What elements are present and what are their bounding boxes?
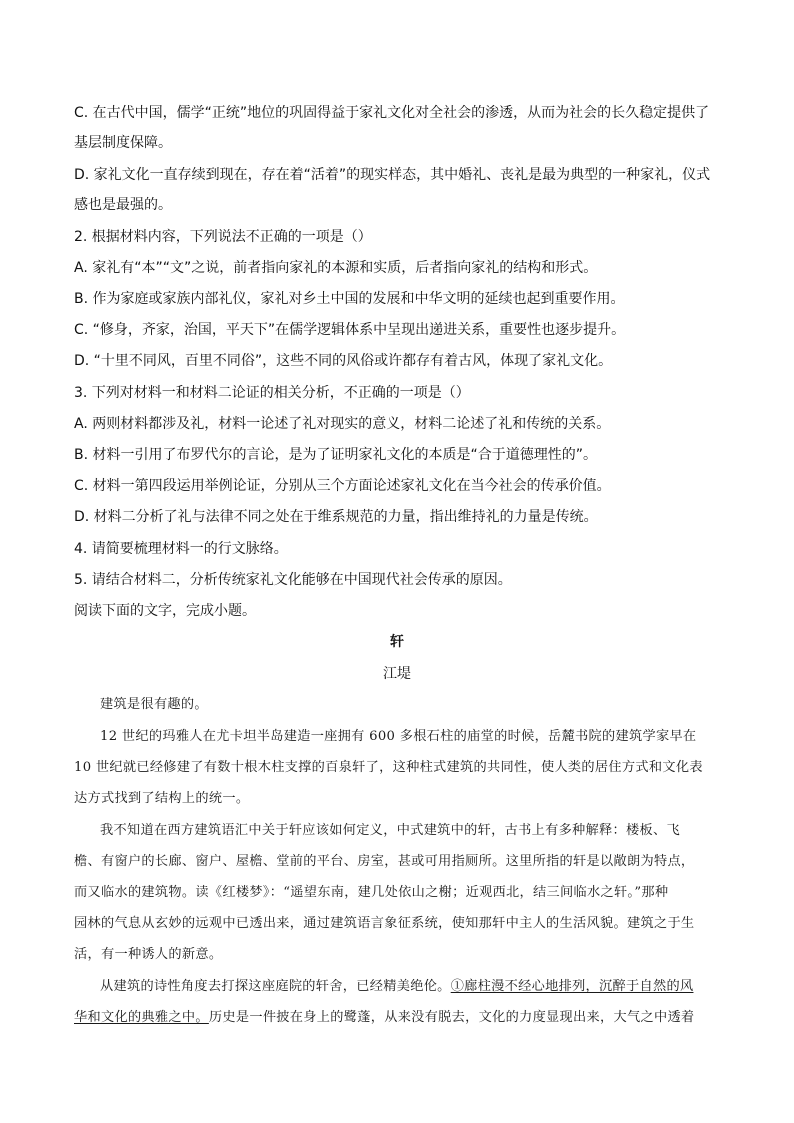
article-paragraph-3-line-3: 而又临水的建筑物。读《红楼梦》：“遥望东南，建几处依山之榭；近观西北，结三间临水之轩。”那种 [74,885,669,900]
option-d-line-2: 感也是最强的。 [74,197,172,213]
article-paragraph-3-line-5: 活，有一种诱人的新意。 [74,947,223,962]
question-3-option-a: A. 两则材料都涉及礼，材料一论述了礼对现实的意义，材料二论述了礼和传统的关系。 [74,416,611,432]
reading-prompt: 阅读下面的文字，完成小题。 [74,603,256,619]
paragraph-4-line-2-text: 历史是一件披在身上的鹭蓬，从来没有脱去，文化的力度显现出来，大气之中透着 [208,1010,695,1025]
article-paragraph-2-line-1: 12 世纪的玛雅人在尤卡坦半岛建造一座拥有 600 多根石柱的庙堂的时候，岳麓书院的建筑学家早在 [100,729,697,744]
article-paragraph-2-line-3: 达方式找到了结构上的统一。 [74,791,250,806]
question-4: 4. 请简要梳理材料一的行文脉络。 [74,541,288,557]
underlined-sentence-1-part-1: ①廊柱漫不经心地排列，沉醉于自然的风 [450,979,694,994]
question-3-option-c: C. 材料一第四段运用举例论证，分别从三个方面论述家礼文化在当今社会的传承价值。 [74,478,611,494]
question-2-option-a: A. 家礼有“本”“文”之说，前者指向家礼的本源和实质，后者指向家礼的结构和形式。 [74,260,598,276]
question-2-option-d: D. “十里不同风，百里不同俗”，这些不同的风俗或许都存有着古风，体现了家礼文化。 [74,353,613,369]
option-d-line-1: D. 家礼文化一直存续到现在，存在着“活着”的现实样态，其中婚礼、丧礼是最为典型的一种家礼，仪式 [74,167,711,183]
article-paragraph-3-line-4: 园林的气息从玄妙的远观中已透出来，通过建筑语言象征系统，使知那轩中主人的生活风貌。建筑之于生 [74,916,695,931]
article-title: 轩 [390,634,404,650]
option-c-line-1: C. 在古代中国，儒学“正统”地位的巩固得益于家礼文化对全社会的渗透，从而为社会的长久稳定提供了 [74,105,710,121]
article-paragraph-2-line-2: 10 世纪就已经修建了有数十根木柱支撑的百泉轩了，这种柱式建筑的共同性，使人类的居住方式和文化表 [74,760,703,775]
question-3-option-b: B. 材料一引用了布罗代尔的言论，是为了证明家礼文化的本质是“合于道德理性的”。 [74,447,598,463]
question-3-option-d: D. 材料二分析了礼与法律不同之处在于维系规范的力量，指出维持礼的力量是传统。 [74,509,598,525]
article-paragraph-4-line-1 [100,977,726,997]
paragraph-4-line-1-text: 从建筑的诗性角度去打探这座庭院的轩舍，已经精美绝伦。 [100,979,451,994]
question-2-option-b: B. 作为家庭或家族内部礼仪，家礼对乡土中国的发展和中华文明的延续也起到重要作用。 [74,291,625,307]
question-2-option-c: C. “修身，齐家，治国，平天下”在儒学逻辑体系中呈现出递进关系，重要性也逐步提升。 [74,322,626,338]
question-3: 3. 下列对材料一和材料二论证的相关分析，不正确的一项是（） [74,385,470,401]
question-5: 5. 请结合材料二，分析传统家礼文化能够在中国现代社会传承的原因。 [74,572,512,588]
article-paragraph-1: 建筑是很有趣的。 [100,697,208,712]
article-paragraph-3-line-2: 檐、有窗户的长廊、窗户、屋檐、堂前的平台、房室，甚或可用指厕所。这里所指的轩是以敞朗为特点， [74,854,695,869]
option-c-line-2: 基层制度保障。 [74,135,172,151]
article-author: 江堤 [383,666,411,682]
article-paragraph-3-line-1: 我不知道在西方建筑语汇中关于轩应该如何定义，中式建筑中的轩，古书上有多种解释：楼板、飞 [100,823,680,838]
underlined-sentence-1-part-2: 华和文化的典雅之中。 [74,1010,209,1025]
article-paragraph-4-line-2 [74,1008,726,1028]
question-2: 2. 根据材料内容，下列说法不正确的一项是（） [74,229,372,245]
